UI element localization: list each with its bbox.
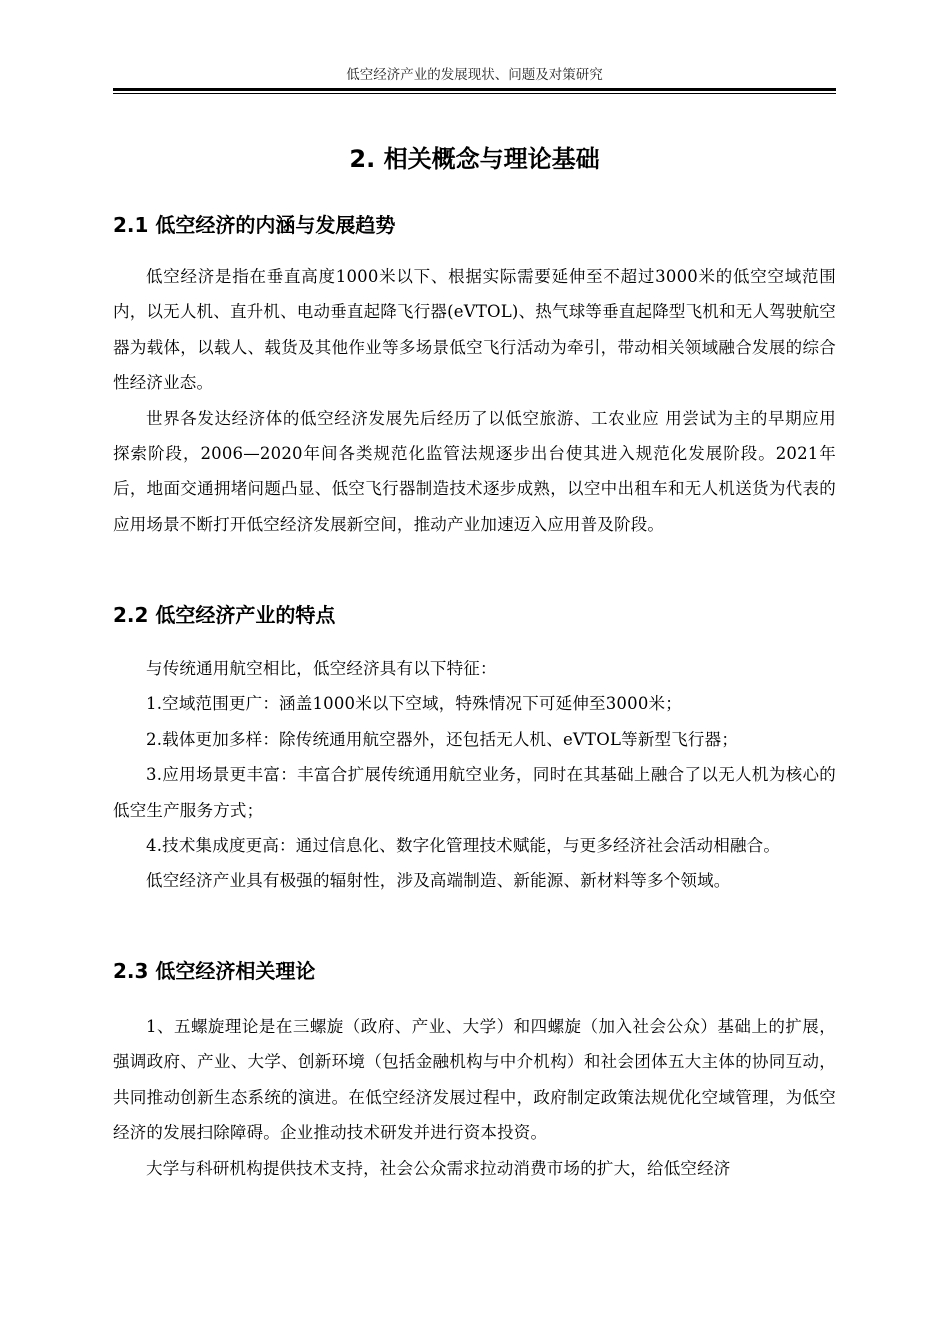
list-item: 3.应用场景更丰富：丰富合扩展传统通用航空业务，同时在其基础上融合了以无人机为核心的低空生产服务方式； — [113, 765, 836, 820]
paragraph: 低空经济产业具有极强的辐射性，涉及高端制造、新能源、新材料等多个领域。 — [146, 871, 731, 891]
paragraph: 世界各发达经济体的低空经济发展先后经历了以低空旅游、工农业应 用尝试为主的早期应用探索阶段，2006—2020年间各类规范化监管法规逐步出台使其进入规范化发展阶段。2021年后，地面交通拥堵问题凸显、低空飞行器制造技术逐步成熟，以空中出租车和无人机送货为代表的应用场景不断打开低空经济发展新空间，推动产业加速迈入应用普及阶段。 — [113, 408, 836, 534]
header-rule-thin — [113, 93, 836, 94]
running-header: 低空经济产业的发展现状、问题及对策研究 — [346, 67, 603, 83]
section-title-2-3: 2.3 低空经济相关理论 — [113, 959, 316, 983]
list-item: 1.空域范围更广：涵盖1000米以下空域，特殊情况下可延伸至3000米； — [146, 694, 682, 714]
paragraph: 低空经济是指在垂直高度1000米以下、根据实际需要延伸至不超过3000米的低空空域范围内，以无人机、直升机、电动垂直起降飞行器(eVTOL)、热气球等垂直起降型飞机和无人驾驶航空器为载体，以载人、载货及其他作业等多场景低空飞行活动为牵引，带动相关领域融合发展的综合性经济业态。 — [113, 267, 836, 393]
section-body-2-2 — [113, 651, 836, 899]
section-body-2-3 — [113, 1009, 836, 1186]
chapter-title: 2. 相关概念与理论基础 — [349, 145, 600, 173]
list-item: 2.载体更加多样：除传统通用航空器外，还包括无人机、eVTOL等新型飞行器； — [146, 729, 739, 749]
section-title-2-2: 2.2 低空经济产业的特点 — [113, 603, 336, 627]
section-title-2-1: 2.1 低空经济的内涵与发展趋势 — [113, 213, 396, 237]
header-rule-thick — [113, 88, 836, 91]
paragraph: 1、五螺旋理论是在三螺旋（政府、产业、大学）和四螺旋（加入社会公众）基础上的扩展，强调政府、产业、大学、创新环境（包括金融机构与中介机构）和社会团体五大主体的协同互动，共同推动创新生态系统的演进。在低空经济发展过程中，政府制定政策法规优化空域管理，为低空经济的发展扫除障碍。企业推动技术研发并进行资本投资。 — [113, 1017, 836, 1143]
list-item: 4.技术集成度更高：通过信息化、数字化管理技术赋能，与更多经济社会活动相融合。 — [146, 836, 781, 856]
paragraph: 大学与科研机构提供技术支持，社会公众需求拉动消费市场的扩大，给低空经济 — [146, 1158, 731, 1178]
paragraph: 与传统通用航空相比，低空经济具有以下特征： — [146, 659, 497, 678]
section-body-2-1 — [113, 259, 836, 542]
